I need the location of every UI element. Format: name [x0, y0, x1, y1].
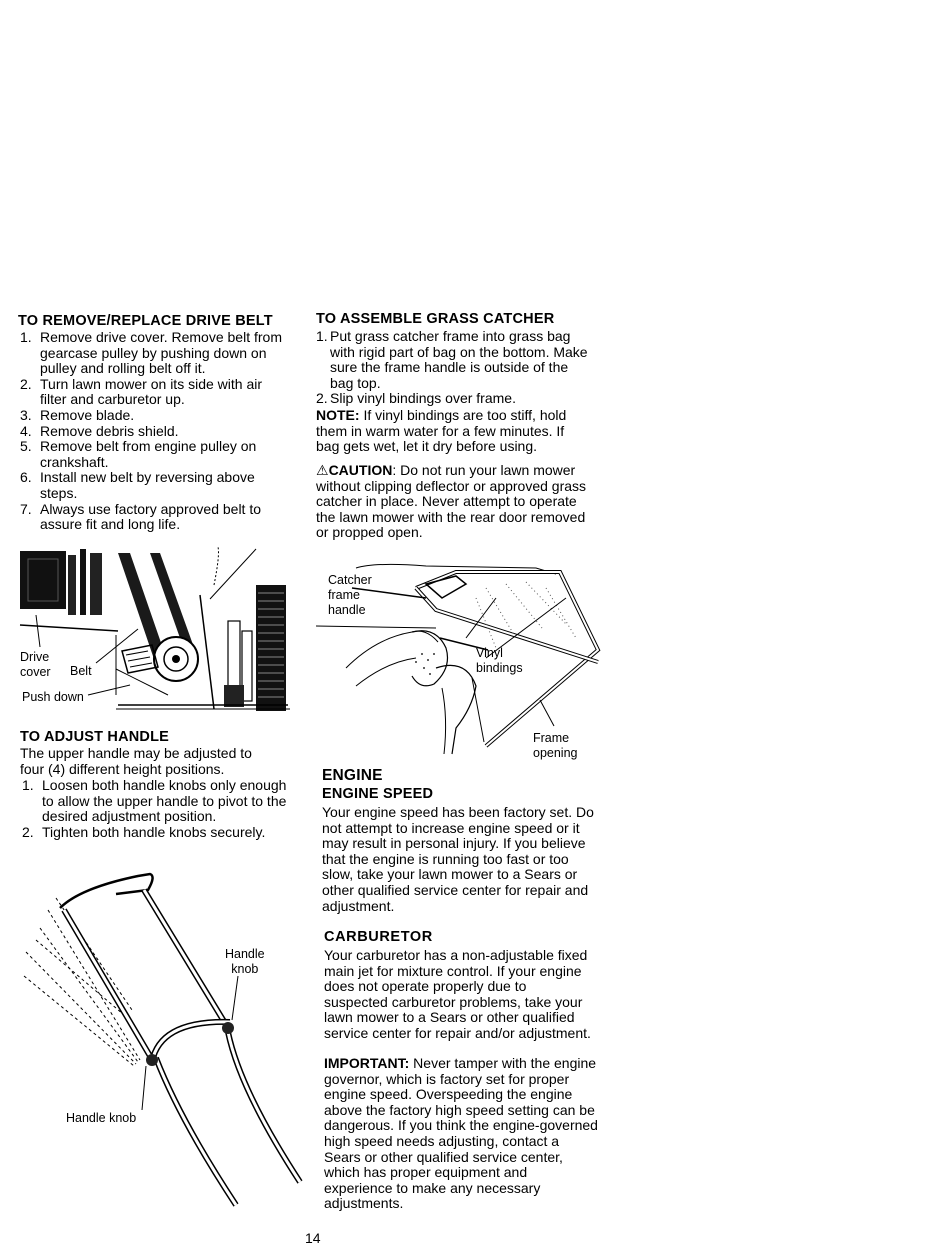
caution-label: CAUTION — [328, 462, 393, 478]
drive-cover-label: Drive cover — [20, 650, 51, 679]
drive-belt-steps — [18, 330, 288, 533]
note-paragraph — [316, 408, 588, 455]
adjust-handle-heading: TO ADJUST HANDLE — [20, 729, 170, 745]
push-down-label: Push down — [22, 690, 84, 704]
frame-opening-label: Frame opening — [533, 731, 578, 760]
adjust-handle-intro: The upper handle may be adjusted to four (4) different height positions. — [20, 745, 252, 777]
warning-triangle-icon: ⚠ — [316, 462, 329, 478]
handle-knob-right-label: Handle knob — [225, 947, 265, 976]
important-label: IMPORTANT: — [324, 1055, 410, 1071]
list-item: 1. Remove drive cover. Remove belt from gearcase pulley by pushing down on pulley and rolling belt off it. — [20, 329, 282, 377]
grass-catcher-heading: TO ASSEMBLE GRASS CATCHER — [316, 311, 555, 327]
list-item: 7. Always use factory approved belt to assure fit and long life. — [20, 500, 262, 533]
note-text: If vinyl bindings are too stiff, hold them in warm water for a few minutes. If bag gets wet, let it dry before using. — [316, 407, 567, 455]
handle-illustration — [20, 870, 310, 1215]
list-item: 2. Tighten both handle knobs securely. — [22, 823, 266, 840]
page-number: 14 — [305, 1230, 321, 1246]
list-item: 2. Slip vinyl bindings over frame. — [316, 390, 516, 407]
engine-speed-text: Your engine speed has been factory set. Do not attempt to increase engine speed or it may result in personal injury. If you believe that the engine is running too fast or too slow, take your lawn mower to a Sears or other qualified service center for repair and adjustment. — [322, 804, 594, 914]
engine-heading: ENGINE — [322, 767, 383, 784]
carburetor-text: Your carburetor has a non-adjustable fixed main jet for mixture control. If your engine does not operate properly due to suspected carburetor problems, take your lawn mower to a Sears or other qualified service center for repair and/or adjustment. — [324, 947, 591, 1041]
caution-paragraph — [316, 463, 588, 541]
important-text: Never tamper with the engine governor, which is factory set for proper engine speed. Overspeeding the engine above the factory high speed setting can be dangerous. If you think the engine-governed high speed needs adjusting, contact a Sears or other qualified service center, which has proper equipment and experience to make any necessary adjustments. — [324, 1055, 598, 1212]
carburetor-heading: CARBURETOR — [324, 929, 433, 945]
vinyl-bindings-label: Vinyl bindings — [476, 646, 523, 675]
list-item: 4. Remove debris shield. — [20, 422, 179, 439]
note-label: NOTE: — [316, 407, 360, 423]
catcher-frame-handle-label: Catcher frame handle — [328, 573, 372, 617]
handle-knob-left-label: Handle knob — [66, 1111, 137, 1125]
list-item: 2. Turn lawn mower on its side with air filter and carburetor up. — [20, 375, 263, 408]
list-item: 3. Remove blade. — [20, 406, 135, 423]
engine-speed-heading: ENGINE SPEED — [322, 786, 434, 802]
adjust-handle-steps — [20, 778, 292, 840]
belt-label: Belt — [70, 664, 92, 678]
list-item: 6. Install new belt by reversing above steps. — [20, 469, 255, 501]
drive-belt-heading: TO REMOVE/REPLACE DRIVE BELT — [18, 313, 273, 329]
caution-text: : Do not run your lawn mower without clipping deflector or approved grass catcher in place. Never attempt to operate the lawn mower with the rear door removed or propped open. — [316, 462, 587, 541]
list-item: 1. Put grass catcher frame into grass bag with rigid part of bag on the bottom. Make sure the frame handle is outside of the bag top. — [316, 328, 588, 391]
important-paragraph — [324, 1056, 598, 1212]
list-item: 1. Loosen both handle knobs only enough to allow the upper handle to pivot to the desired adjustment position. — [22, 777, 287, 825]
list-item: 5. Remove belt from engine pulley on crankshaft. — [20, 438, 257, 470]
grass-catcher-steps — [316, 329, 591, 407]
